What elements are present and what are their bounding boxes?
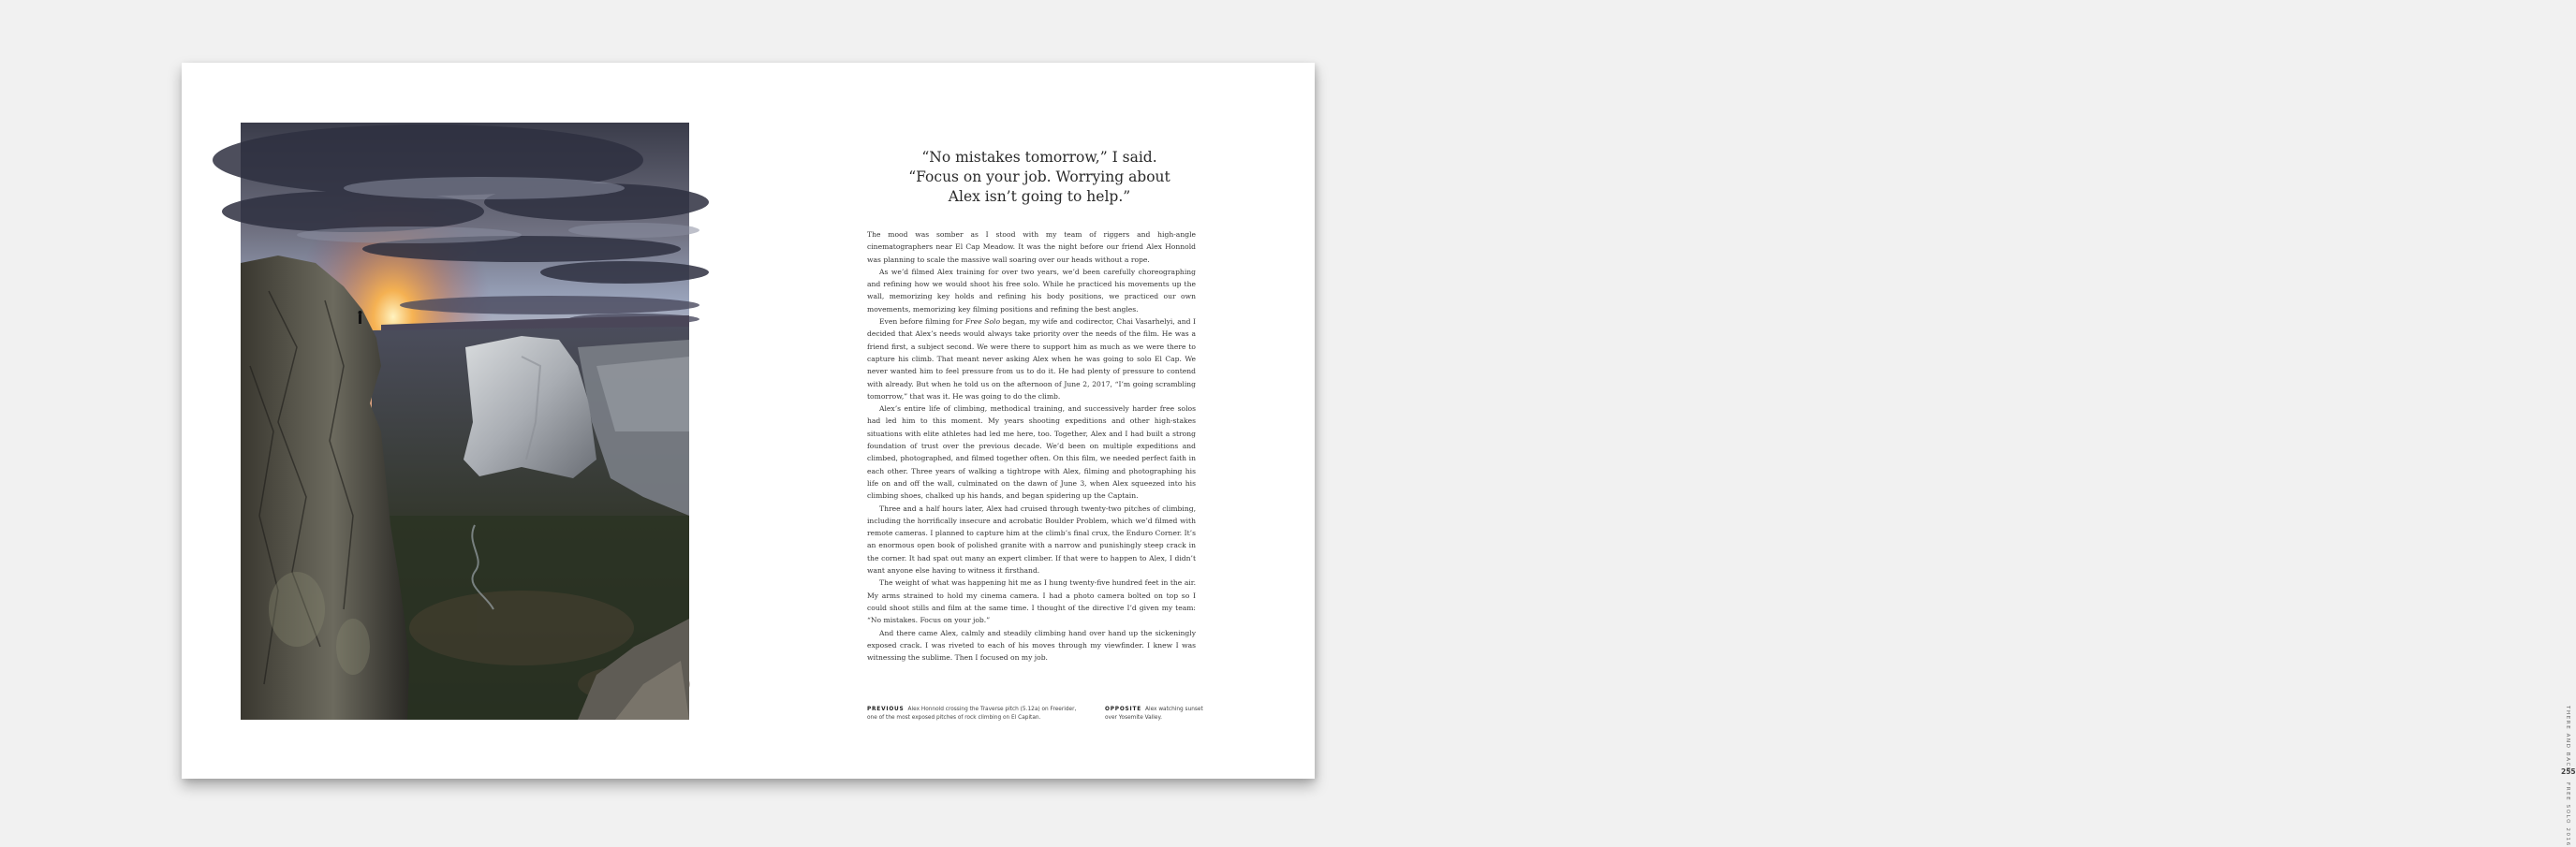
paragraph: Three and a half hours later, Alex had cruised through twenty-two pitches of climbing, including the horrifically insecure and acrobatic Boulder Problem, which we’d filmed with remote cameras. I planned to capture him at the climb’s final crux, the Enduro Corner. It’s an enormous open book of polished granite with a narrow and punishingly steep crack in the corner. It had spat out many an expert climber. If that were to happen to Alex, I didn’t want anyone else having to witness it firsthand. — [867, 504, 1196, 576]
caption-label: PREVIOUS — [867, 707, 905, 712]
paragraph: As we’d filmed Alex training for over two years, we’d been carefully choreographing and refining how we would shoot his free solo. While he practiced his movements up the wall, memorizing key holds and refining his body positions, we practiced our own movements, memorizing key filming positions and refining the best angles. — [867, 267, 1196, 314]
paragraph: The mood was somber as I stood with my team of riggers and high-angle cinematographers near El Cap Meadow. It was the night before our friend Alex Honnold was planning to scale the massive wall soaring over our heads without a rope. — [867, 230, 1196, 264]
caption-opposite — [1105, 706, 1203, 722]
page-number: 255 — [2561, 767, 2576, 776]
pull-quote-line: “No mistakes tomorrow,” I said. — [921, 149, 1157, 166]
caption-previous — [867, 706, 1082, 722]
caption-label: OPPOSITE — [1105, 707, 1141, 712]
film-title: Free Solo — [964, 317, 1001, 327]
pull-quote — [861, 148, 1217, 207]
paragraph: Alex’s entire life of climbing, methodical training, and successively harder free solos had led him to this moment. My years shooting expeditions and other high-stakes situations with elite athletes had led me here, too. Together, Alex and I had built a strong foundation of trust over the previous decade. We’d been on multiple expeditions and climbed, photographed, and filmed together often. On this film, we needed perfect faith in each other. Three years of walking a tightrope with Alex, filming and photographing his life on and off the wall, culminated on the dawn of June 3, when Alex squeezed into his climbing shoes, chalked up his hands, and began spidering up the Captain. — [867, 404, 1196, 501]
paragraph-text: Even before filming for — [879, 317, 965, 327]
paragraph-text: began, my wife and codirector, Chai Vasarhelyi, and I decided that Alex’s needs would always take priority over the needs of the film. He was a friend first, a subject second. We were there to support him as much as we were there to capture his climb. That meant never asking Alex when he was going to solo El Cap. We never wanted him to feel pressure from us to do it. He had plenty of pressure to contend with already. But when he told us on the afternoon of June 2, 2017, “I’m going scrambling tomorrow,” that was it. He was going to do the climb. — [867, 317, 1196, 401]
article-body — [867, 228, 1196, 664]
paragraph: The weight of what was happening hit me as I hung twenty-five hundred feet in the air. My arms strained to hold my cinema camera. I had a photo camera bolted on top so I could shoot stills and film at the same time. I thought of the directive I’d given my team: “No mistakes. Focus on your job.” — [867, 578, 1196, 625]
paragraph — [867, 315, 1196, 402]
pull-quote-line: “Focus on your job. Worrying about — [908, 168, 1170, 185]
pull-quote-line: Alex isn’t going to help.” — [948, 188, 1131, 205]
running-foot: FREE SOLO 2016 — [2565, 782, 2570, 847]
running-head: THERE AND BACK — [2565, 706, 2570, 773]
caption-text: Alex watching sunset over Yosemite Valley. — [1105, 707, 1203, 721]
yosemite-sunset-photo — [241, 123, 689, 720]
paragraph: And there came Alex, calmly and steadily climbing hand over hand up the sickeningly exposed crack. I was riveted to each of his moves through my viewfinder. I knew I was witnessing the sublime. Then I focused on my job. — [867, 628, 1196, 663]
caption-text: Alex Honnold crossing the Traverse pitch (5.12a) on Freerider, one of the most exposed pitches of rock climbing on El Capitan. — [867, 707, 1077, 721]
folio — [1281, 352, 2576, 847]
